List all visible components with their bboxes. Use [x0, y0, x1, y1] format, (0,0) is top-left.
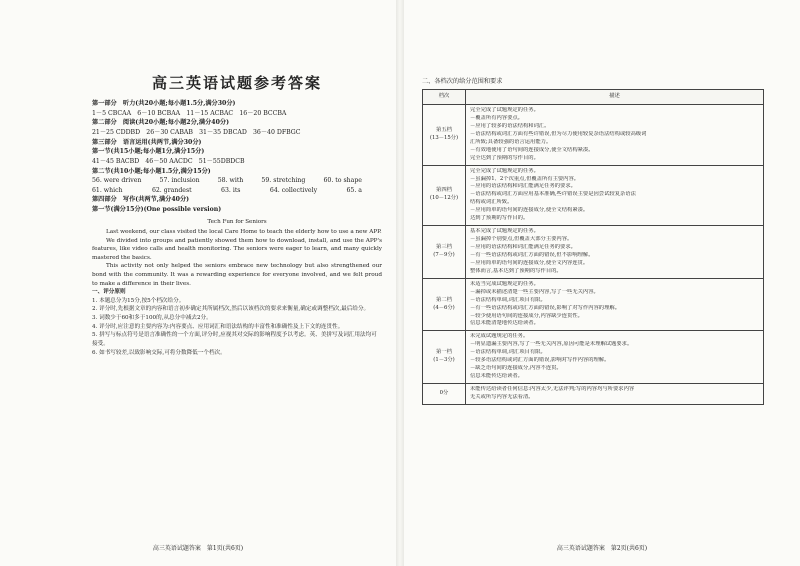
table-row [423, 278, 764, 331]
description-cell [466, 105, 764, 166]
description-line: －语法结构单调,词汇项目有限。 [470, 349, 546, 356]
subsection-writing-1: 第一节(满分15分)(One possible version) [92, 205, 222, 213]
band-cell [423, 384, 466, 405]
description-cell [466, 226, 764, 279]
page-2-content [422, 76, 764, 405]
description-cell [466, 165, 764, 226]
description-line: 信息未能传达给读者。 [470, 373, 523, 380]
document-title: 高三英语试题参考答案 [151, 74, 322, 92]
band-name: 第五档 [436, 126, 452, 133]
description-cell [466, 384, 764, 405]
description-line: －应用的语法结构和词汇能满足任务的要求。 [470, 244, 576, 250]
description-line: －虽漏掉1、2个次重点,但覆盖所有主要内容。 [470, 175, 580, 182]
description-line: －有一些语法结构或词汇方面的错误,影响了对写作内容的理解。 [470, 304, 620, 311]
band-cell [423, 278, 466, 331]
band-name: 第四档 [436, 187, 452, 194]
description-line: －应用简单的语句间的连接成分,使全文内容连贯。 [470, 259, 589, 266]
band-cell [423, 226, 466, 279]
fill-answer: 57. inclusion [159, 177, 200, 185]
essay-title: Tech Fun for Seniors [207, 218, 267, 225]
subsection-cloze: 第一节(共15小题;每小题1分,满分15分) [92, 148, 205, 156]
description-line: －有效地使用了语句间的连接成分,使全文结构紧凑。 [470, 146, 594, 153]
fill-answer: 59. stretching [261, 177, 306, 185]
description-line: 达到了预期的写作目的。 [470, 215, 529, 222]
fill-answer: 60. to shape [323, 177, 362, 185]
section-reading: 第二部分 阅读(共20小题;每小题2分,满分40分) [92, 119, 230, 127]
page-2-footer: 高三英语试题答案 第2页(共6页) [556, 545, 648, 552]
band-range: (4－6分) [433, 304, 455, 311]
subsection-grammar-fill: 第二节(共10小题;每小题1.5分,满分15分) [92, 167, 211, 175]
description-line: 未适当完成试题规定的任务。 [470, 280, 539, 287]
table-row [423, 165, 764, 226]
scoring-rule: 3. 词数少于60和多于100的,从总分中减去2分。 [92, 315, 212, 322]
description-line: 结构或词汇所致。 [470, 199, 513, 206]
fill-answer: 61. which [92, 186, 123, 194]
fill-answers-row [92, 176, 362, 186]
band-name: 第二档 [436, 296, 452, 303]
page-1-content [92, 72, 382, 357]
section-language-use: 第三部分 语言运用(共两节,满分30分) [92, 138, 202, 146]
description-line: －应用了较多的语法结构和词汇。 [470, 122, 550, 129]
fill-answer: 58. with [217, 177, 244, 185]
answers-cloze: 41－45 BACBD 46－50 AACDC 51－55DBDCB [92, 157, 245, 165]
fill-answer: 56. were driven [92, 177, 142, 185]
page-2 [404, 0, 800, 566]
scoring-rule: 2. 评分时,先根据文章的内容和语言初步确定其所属档次,然后以该档次的要求来衡量,确定或调整档次,最后给分。 [92, 306, 370, 313]
band-cell [423, 165, 466, 226]
table-row [423, 226, 764, 279]
scoring-rule: 1. 本题总分为15分,按5个档次给分。 [92, 297, 185, 304]
scoring-principles-heading: 一、评分原则 [92, 289, 126, 296]
description-line: －有一些语法结构或词汇方面的错误,但不影响理解。 [470, 251, 594, 258]
band-name: 第三档 [436, 244, 452, 250]
band-range: (1－3分) [433, 357, 455, 364]
fill-answer: 63. its [221, 186, 241, 194]
section-writing: 第四部分 写作(共两节,满分40分) [92, 196, 190, 204]
band-cell [423, 105, 466, 166]
section-listening: 第一部分 听力(共20小题;每小题1.5分,满分30分) [92, 100, 236, 108]
fill-answers-row [92, 186, 362, 196]
column-header-band: 档次 [423, 90, 466, 105]
essay-paragraph: This activity not only helped the seniors embrace new technology but also strengthened our bond with the community. It was a rewarding experience for everyone involved, and we felt proud to make a difference in their lives. [92, 263, 382, 287]
band-name: 0分 [439, 389, 449, 396]
description-line: －漏掉或未描述清楚一些主要内容,写了一些无关内容。 [470, 288, 599, 295]
description-line: －覆盖所有内容要点。 [470, 114, 523, 121]
essay-paragraph: We divided into groups and patiently showed them how to download, install, and use the APP's features, like video calls and health monitoring. The seniors were eager to learn, and many quickly mastered the basics. [92, 237, 382, 261]
page-gutter [396, 0, 404, 566]
fill-answer: 65. a [346, 186, 362, 194]
description-line: 未能传达给读者任何信息:内容太少,无法评判;写的内容均与所要求内容 [470, 386, 635, 392]
description-line: 无关或所写内容无法看清。 [470, 393, 534, 400]
description-line: 汇所致;具备较强的语言运用能力。 [470, 138, 552, 145]
description-line: 未完成试题规定的任务。 [470, 333, 529, 340]
description-line: 基本完成了试题规定的任务。 [470, 228, 539, 235]
description-line: －缺乏语句间的连接成分,内容不连贯。 [470, 365, 562, 372]
page-1-footer: 高三英语试题答案 第1页(共6页) [152, 545, 244, 552]
scoring-principles [92, 288, 382, 357]
band-range: (10－12分) [429, 195, 459, 202]
description-line: 完全达到了预期的写作目的。 [470, 154, 539, 161]
description-cell [466, 278, 764, 331]
band-range: (13－15分) [429, 134, 459, 141]
table-row [423, 105, 764, 166]
description-line: －较多语法结构或词汇方面的错误,影响对写作内容的理解。 [470, 357, 610, 364]
description-line: 完全完成了试题规定的任务。 [470, 167, 539, 174]
scoring-rule: 5. 拼写与标点符号是语言准确性的一个方面,评分时,应视其对交际的影响程度予以考虑。英、美拼写及词汇用法均可接受。 [92, 332, 377, 347]
fill-answer: 64. collectively [269, 186, 318, 194]
scoring-rule: 6. 如书写较差,以致影响交际,可将分数降低一个档次。 [92, 349, 226, 356]
description-line: －语法结构或词汇方面有些许错误,但为尽力使用较复杂语法结构或较高级词 [470, 130, 647, 137]
page-1 [0, 0, 396, 566]
description-line: 信息未能清楚地传达给读者。 [470, 320, 539, 327]
band-range: (7－9分) [433, 251, 455, 258]
answers-listening: 1－5 CBCAA 6－10 BCBAA 11－15 ACBAC 16－20 BCCBA [92, 109, 287, 117]
band-name: 第一档 [436, 349, 452, 356]
bands-heading: 二、各档次的给分范围和要求 [422, 78, 503, 85]
description-line: －虽漏掉个别要点,但覆盖大部分主要内容。 [470, 236, 573, 243]
description-line: －语法结构单调,词汇项目有限。 [470, 296, 546, 303]
column-header-description: 描述 [466, 90, 764, 105]
table-row [423, 331, 764, 384]
description-cell [466, 331, 764, 384]
table-header-row [423, 90, 764, 105]
table-row [423, 384, 764, 405]
description-line: －较少使用语句间的连接成分,内容缺少连贯性。 [470, 312, 583, 319]
answers-reading: 21－25 CDDBD 26－30 CABAB 31－35 DBCAD 36－40 DFBGC [92, 129, 301, 137]
scoring-bands-table [422, 89, 764, 405]
essay-paragraph: Last weekend, our class visited the local Care Home to teach the elderly how to use a new APP. [106, 229, 382, 236]
fill-answer: 62. grandest [151, 186, 192, 194]
band-cell [423, 331, 466, 384]
description-line: －应用简单的语句间的连接成分,使全文结构紧凑。 [470, 207, 589, 214]
description-line: －明显遗漏主要内容,写了一些无关内容,原因可能是未理解试题要求。 [470, 341, 633, 348]
scoring-rule: 4. 评分时,应注意的主要内容为:内容要点、应用词汇和语法结构的丰富性和准确性及上下文的连贯性。 [92, 323, 344, 330]
description-line: 完全完成了试题规定的任务。 [470, 107, 539, 113]
description-line: －语法结构或词汇方面应用基本准确,些许错误主要是因尝试较复杂语法 [470, 191, 636, 198]
description-line: 整体而言,基本达到了预期的写作目的。 [470, 267, 562, 274]
description-line: －应用的语法结构和词汇能满足任务的要求。 [470, 183, 576, 190]
